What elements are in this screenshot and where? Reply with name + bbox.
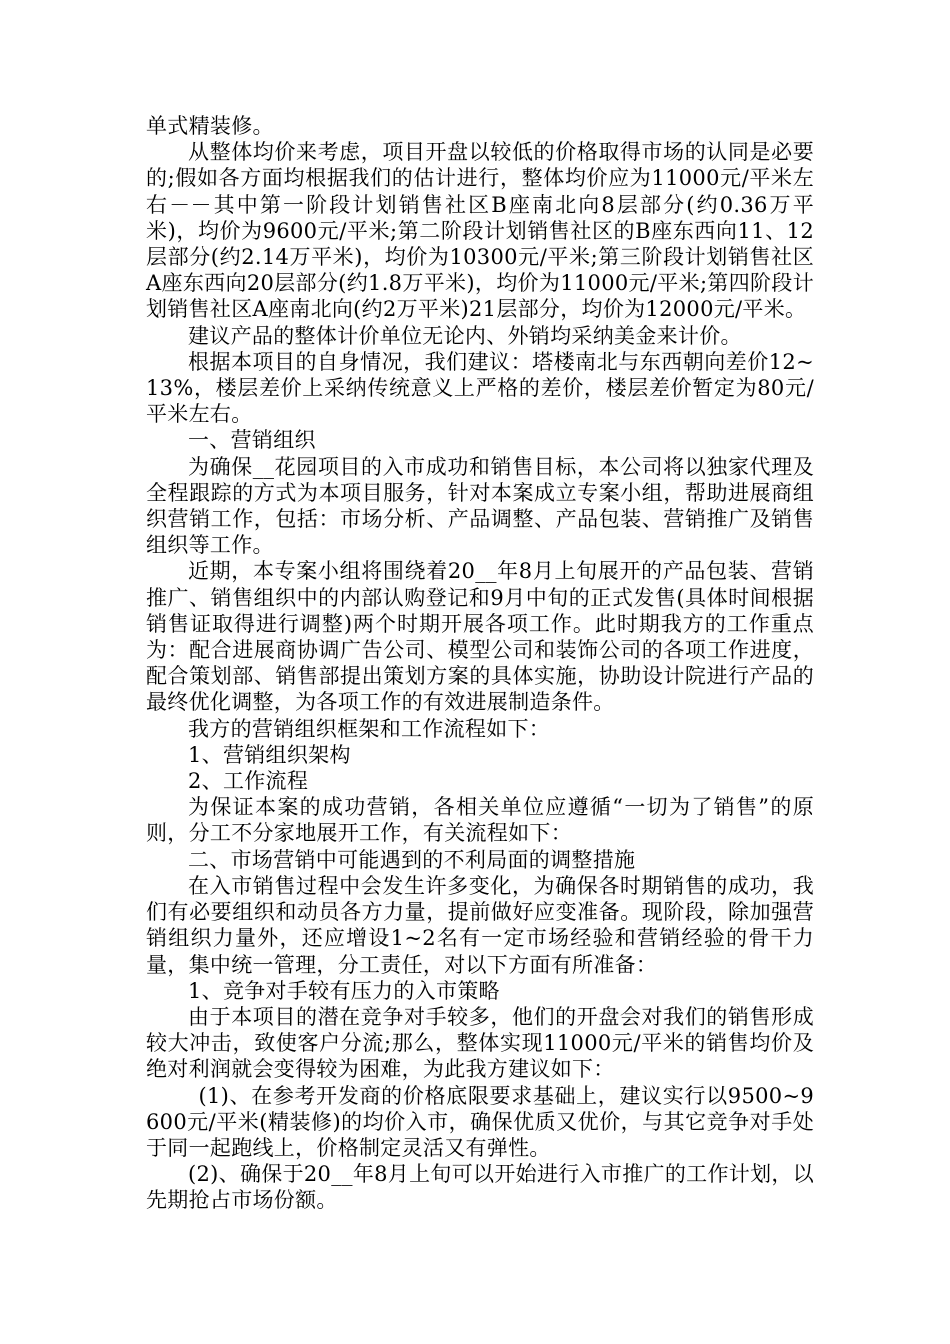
paragraph-project-team: 为确保__花园项目的入市成功和销售目标，本公司将以独家代理及全程跟踪的方式为本项目服务，针对本案成立专案小组，帮助进展商组织营销工作，包括：市场分析、产品调整、产品包装、营销推广及销售组织等工作。 xyxy=(146,454,814,558)
paragraph-contingency-prep: 在入市销售过程中会发生许多变化，为确保各时期销售的成功，我们有必要组织和动员各方力量，提前做好应变准备。现阶段，除加强营销组织力量外，还应增设1~2名有一定市场经验和营销经验的骨干力量，集中统一管理，分工责任，对以下方面有所准备： xyxy=(146,873,814,977)
paragraph-competitor-impact: 由于本项目的潜在竞争对手较多，他们的开盘会对我们的销售形成较大冲击，致使客户分流;那么，整体实现11000元/平米的销售均价及绝对利润就会变得较为困难，为此我方建议如下： xyxy=(146,1004,814,1082)
heading-marketing-organization: 一、营销组织 xyxy=(188,428,316,453)
paragraph-price-difference: 根据本项目的自身情况，我们建议：塔楼南北与东西朝向差价12~13%，楼层差价上采纳传统意义上严格的差价，楼层差价暂定为80元/平米左右。 xyxy=(146,349,814,427)
paragraph-suggestion-1: (1)、在参考开发商的价格底限要求基础上，建议实行以9500~9600元/平米(精装修)的均价入市，确保优质又优价，与其它竞争对手处于同一起跑线上，价格制定灵活又有弹性。 xyxy=(146,1083,814,1160)
paragraph-continuation: 单式精装修。 xyxy=(146,114,274,138)
heading-competitor-strategy: 1、竞争对手较有压力的入市策略 xyxy=(188,978,500,1003)
document-page xyxy=(146,113,814,1214)
paragraph-framework-intro: 我方的营销组织框架和工作流程如下： xyxy=(188,716,551,741)
heading-organization-structure: 1、营销组织架构 xyxy=(188,742,351,767)
paragraph-overall-pricing: 从整体均价来考虑，项目开盘以较低的价格取得市场的认同是必要的;假如各方面均根据我们的估计进行，整体均价应为11000元/平米左右－－其中第一阶段计划销售社区B座南北向8层部分(约0.36万平米)，均价为9600元/平米;第二阶段计划销售社区的B座东西向11、12层部分(约2.14万平米)，均价为10300元/平米;第三阶段计划销售社区A座东西向20层部分(约1.8万平米)，均价为11000元/平米;第四阶段计划销售社区A座南北向(约2万平米)21层部分，均价为12000元/平米。 xyxy=(146,140,814,322)
paragraph-sales-principle: 为保证本案的成功营销，各相关单位应遵循“一切为了销售”的原则，分工不分家地展开工作，有关流程如下： xyxy=(146,795,814,846)
paragraph-suggestion-2: (2)、确保于20__年8月上旬可以开始进行入市推广的工作计划，以先期抢占市场份额。 xyxy=(146,1162,814,1213)
paragraph-currency: 建议产品的整体计价单位无论内、外销均采纳美金来计价。 xyxy=(188,323,742,348)
paragraph-near-term-work: 近期，本专案小组将围绕着20__年8月上旬展开的产品包装、营销推广、销售组织中的内部认购登记和9月中旬的正式发售(具体时间根据销售证取得进行调整)两个时期开展各项工作。此时期我方的工作重点为：配合进展商协调广告公司、模型公司和装饰公司的各项工作进度，配合策划部、销售部提出策划方案的具体实施，协助设计院进行产品的最终优化调整，为各项工作的有效进展制造条件。 xyxy=(146,559,814,715)
heading-workflow: 2、工作流程 xyxy=(188,769,309,794)
heading-adjustment-measures: 二、市场营销中可能遇到的不利局面的调整措施 xyxy=(188,847,636,872)
